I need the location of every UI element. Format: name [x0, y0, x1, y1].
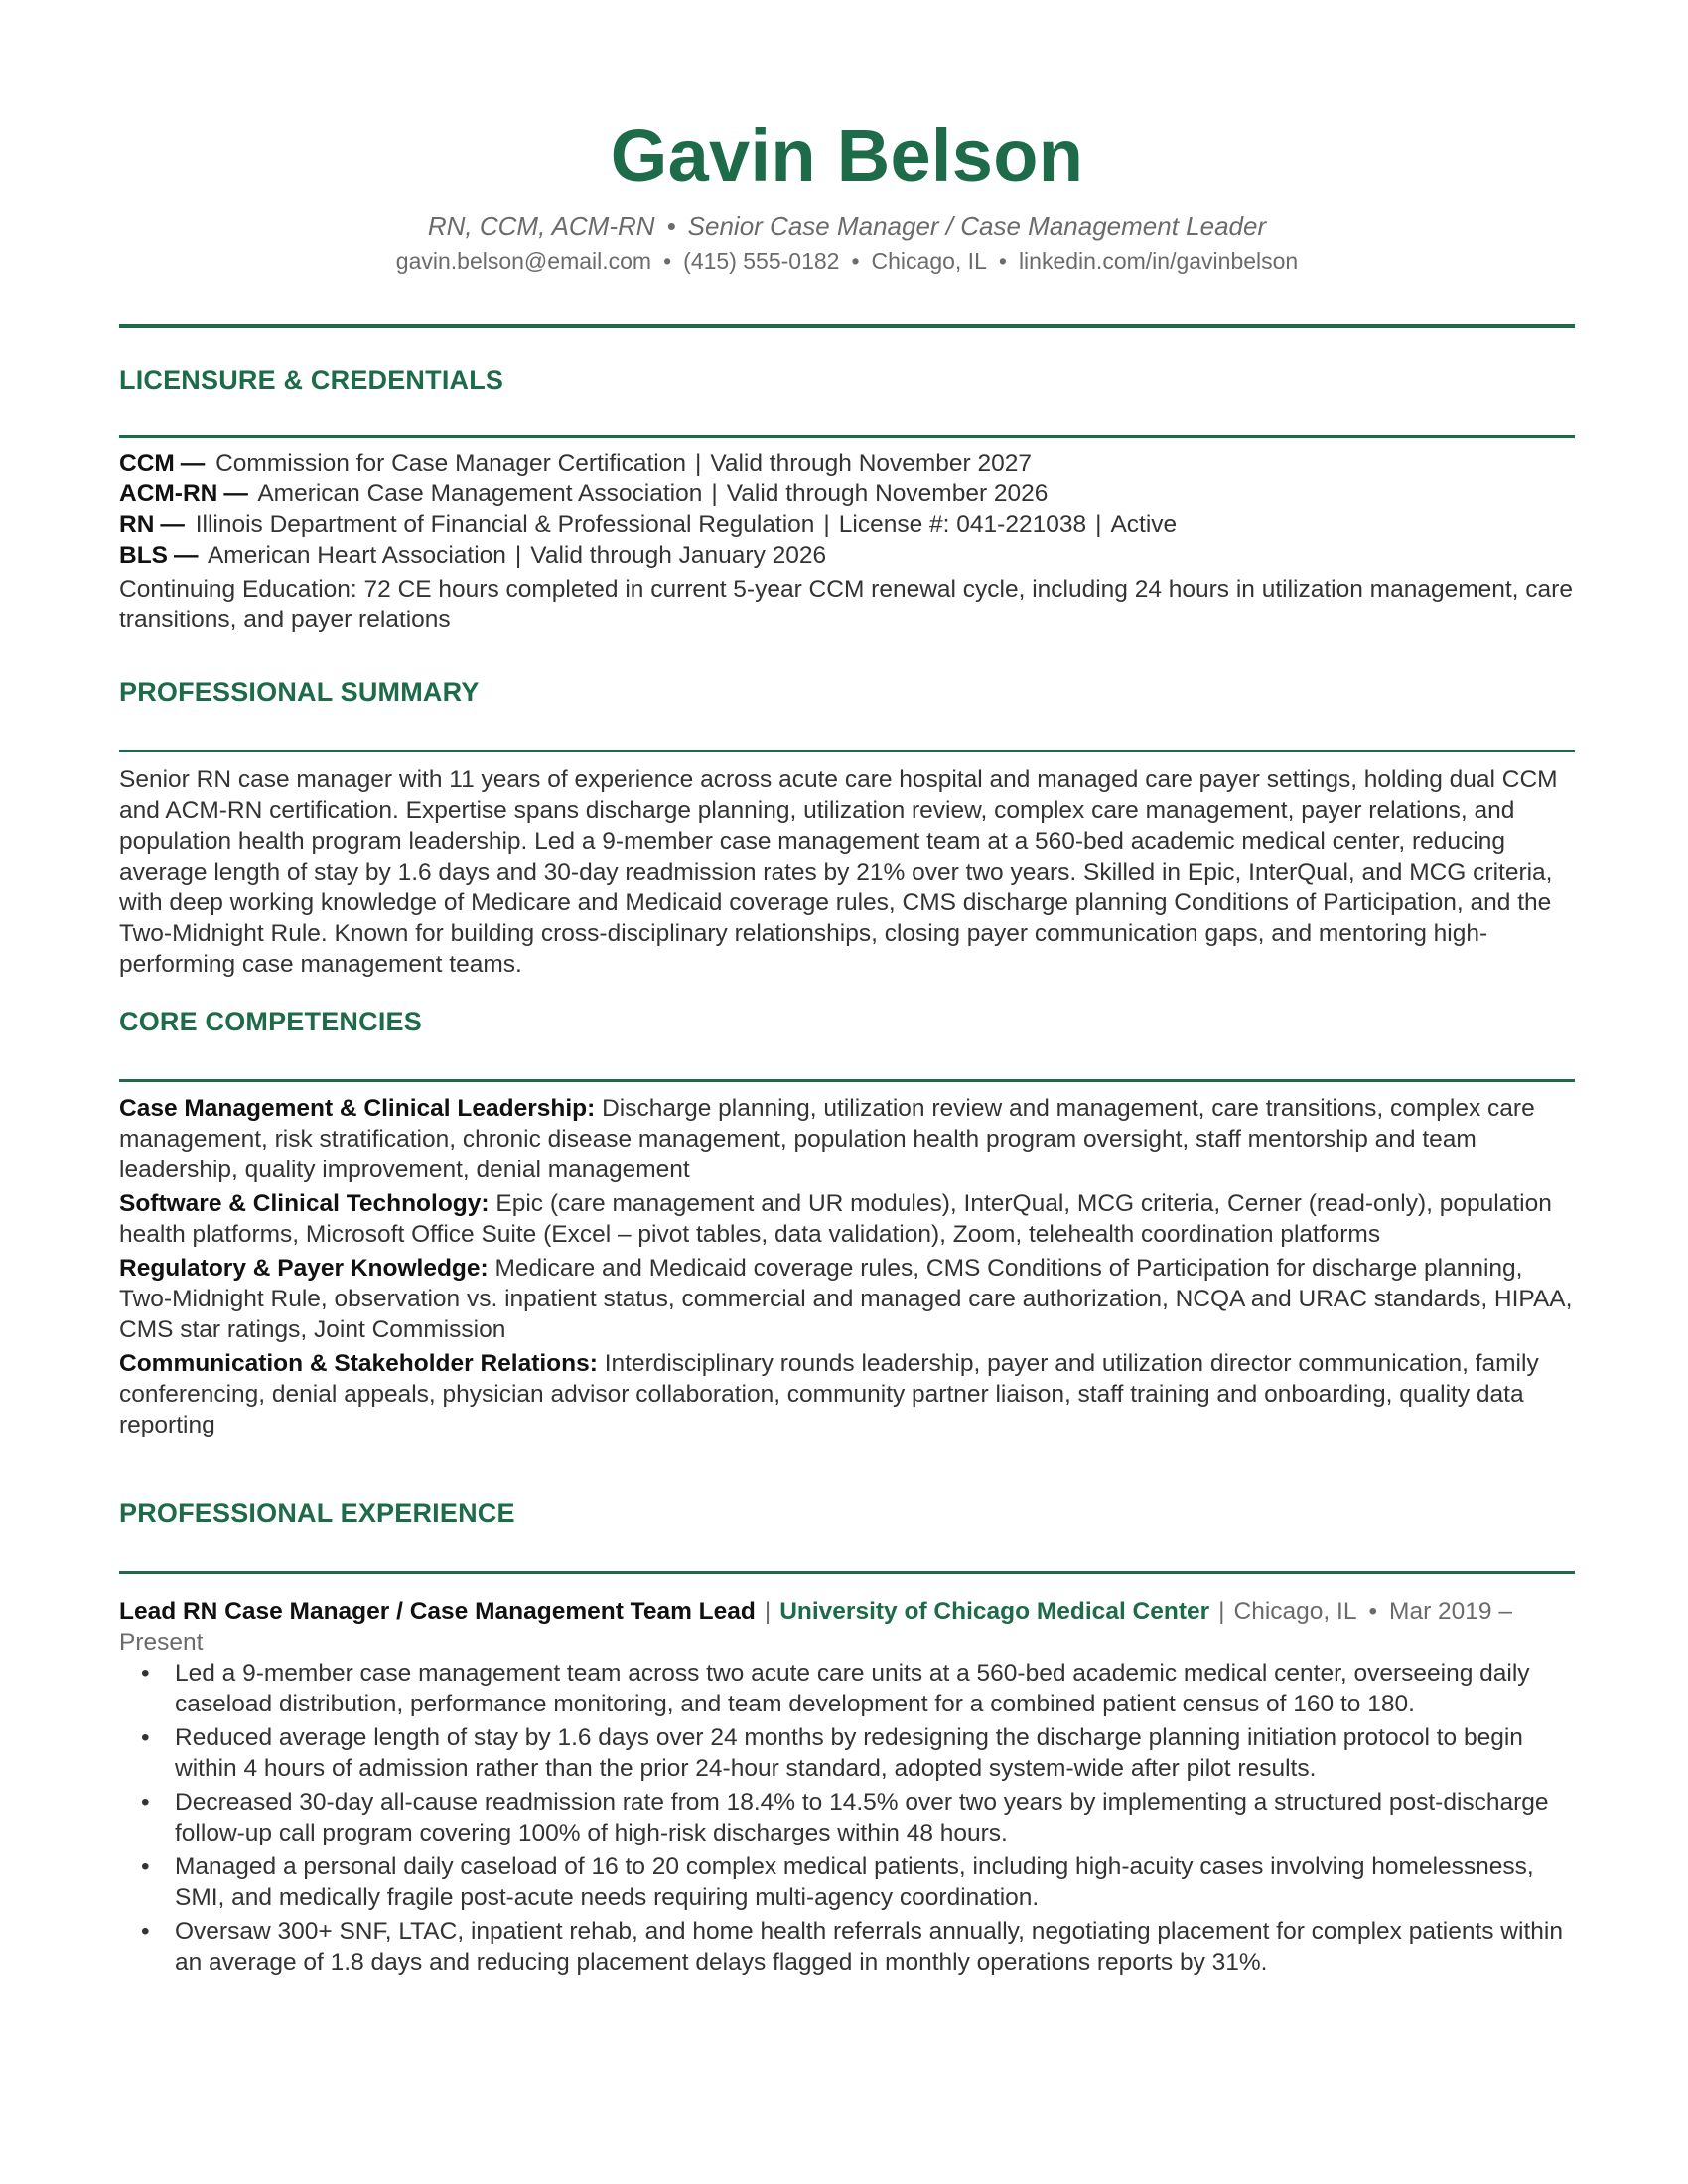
- experience-section-title: PROFESSIONAL EXPERIENCE: [119, 1498, 515, 1528]
- candidate-headline: Senior Case Manager / Case Management Leader: [687, 211, 1267, 241]
- separator-dot: •: [663, 248, 672, 274]
- competency-label: Software & Clinical Technology:: [119, 1190, 490, 1217]
- competency-item: [119, 1253, 1575, 1345]
- bullet-text: Reduced average length of stay by 1.6 days over 24 months by redesigning the discharge planning initiation protocol to begin within 4 hours of admission rather than the prior 24-hour standard, adopted system-wide after pilot results.: [175, 1724, 1523, 1782]
- pipe-separator: |: [711, 480, 718, 507]
- job-bullet: [119, 1722, 1575, 1784]
- pipe-separator: |: [1218, 1598, 1225, 1625]
- job-header: [119, 1596, 1575, 1658]
- competency-item: [119, 1093, 1575, 1185]
- contact-line: [119, 248, 1575, 276]
- separator-dot: •: [851, 248, 860, 274]
- competency-label: Regulatory & Payer Knowledge:: [119, 1255, 489, 1282]
- pipe-separator: |: [823, 511, 830, 538]
- pipe-separator: |: [764, 1598, 772, 1625]
- job-bullets: [119, 1658, 1575, 1978]
- credential-abbr: BLS: [119, 542, 168, 569]
- phone-number: (415) 555-0182: [683, 248, 840, 274]
- bullet-icon: •: [141, 1918, 150, 1945]
- credential-dash: —: [174, 542, 199, 569]
- credential-line: [119, 448, 1575, 478]
- bullet-icon: •: [141, 1660, 150, 1687]
- job-bullet: [119, 1851, 1575, 1913]
- credentials-abbrev: RN, CCM, ACM-RN: [427, 211, 655, 241]
- employer-name: University of Chicago Medical Center: [779, 1598, 1210, 1625]
- email-link[interactable]: gavin.belson@email.com: [395, 248, 652, 274]
- pipe-separator: |: [1095, 511, 1102, 538]
- bullet-text: Oversaw 300+ SNF, LTAC, inpatient rehab, and home health referrals annually, negotiating placement for complex patients within an average of 1.8 days and reducing placement delays flagged in monthly operations reports by 31%.: [175, 1918, 1563, 1976]
- credential-dash: —: [180, 450, 206, 477]
- summary-paragraph: Senior RN case manager with 11 years of experience across acute care hospital and managed care payer settings, holding dual CCM and ACM-RN certification. Expertise spans discharge planning, utilization review, complex care management, payer relations, and population health program leadership. Led a 9-member case management team at a 560-bed academic medical center, reducing average length of stay by 1.6 days and 30-day readmission rates by 21% over two years. Skilled in Epic, InterQual, and MCG criteria, with deep working knowledge of Medicare and Medicaid coverage rules, CMS discharge planning Conditions of Participation, and the Two-Midnight Rule. Known for building cross-disciplinary relationships, closing payer communication gaps, and mentoring high-performing case management teams.: [119, 766, 1558, 978]
- credential-abbr: CCM: [119, 450, 175, 477]
- bullet-text: Managed a personal daily caseload of 16 to 20 complex medical patients, including high-acuity cases involving homelessness, SMI, and medically fragile post-acute needs requiring multi-agency coordination.: [175, 1853, 1534, 1911]
- bullet-text: Led a 9-member case management team across two acute care units at a 560-bed academic medical center, overseeing daily caseload distribution, performance monitoring, and team development for a combined patient census of 160 to 180.: [175, 1660, 1530, 1717]
- header-divider: [119, 324, 1575, 328]
- credential-dash: —: [223, 480, 248, 507]
- competencies-list: [119, 1093, 1575, 1443]
- pipe-separator: |: [694, 450, 702, 477]
- section-divider: [119, 1571, 1575, 1574]
- bullet-icon: •: [141, 1789, 150, 1816]
- separator-dot: •: [666, 211, 676, 241]
- credential-org: Commission for Case Manager Certification: [215, 450, 686, 477]
- credential-org: American Case Management Association: [257, 480, 703, 507]
- credential-abbr: ACM-RN: [119, 480, 218, 507]
- credential-line: [119, 540, 1575, 571]
- competency-text: Medicare and Medicaid coverage rules, CMS Conditions of Participation for discharge planning, Two-Midnight Rule, observation vs. inpatient status, commercial and managed care authorization, NCQA and URAC standards, HIPAA, CMS star ratings, Joint Commission: [119, 1255, 1573, 1343]
- pipe-separator: |: [514, 542, 522, 569]
- section-divider: [119, 750, 1575, 752]
- credential-detail: License #: 041-221038: [838, 511, 1087, 538]
- credential-status: Active: [1110, 511, 1178, 538]
- section-divider: [119, 435, 1575, 438]
- linkedin-link[interactable]: linkedin.com/in/gavinbelson: [1018, 248, 1299, 274]
- summary-section-title: PROFESSIONAL SUMMARY: [119, 677, 480, 707]
- credential-line: [119, 509, 1575, 540]
- competency-item: [119, 1348, 1575, 1440]
- bullet-icon: •: [141, 1724, 150, 1751]
- location: Chicago, IL: [871, 248, 987, 274]
- continuing-education: Continuing Education: 72 CE hours completed in current 5-year CCM renewal cycle, including 24 hours in utilization management, care transitions, and payer relations: [119, 576, 1573, 633]
- bullet-text: Decreased 30-day all-cause readmission rate from 18.4% to 14.5% over two years by implementing a structured post-discharge follow-up call program covering 100% of high-risk discharges within 48 hours.: [175, 1789, 1549, 1846]
- candidate-tagline: [119, 211, 1575, 242]
- section-divider: [119, 1079, 1575, 1082]
- competency-label: Communication & Stakeholder Relations:: [119, 1350, 598, 1377]
- separator-dot: •: [1368, 1598, 1378, 1625]
- competency-text: Interdisciplinary rounds leadership, payer and utilization director communication, family conferencing, denial appeals, physician advisor collaboration, community partner liaison, staff training and onboarding, quality data reporting: [119, 1350, 1539, 1438]
- candidate-name: Gavin Belson: [610, 114, 1084, 197]
- job-title: Lead RN Case Manager / Case Management Team Lead: [119, 1598, 756, 1625]
- separator-dot: •: [998, 248, 1007, 274]
- licensure-section-title: LICENSURE & CREDENTIALS: [119, 365, 504, 395]
- licensure-list: [119, 448, 1575, 635]
- experience-entry: [119, 1596, 1575, 1980]
- job-bullet: [119, 1787, 1575, 1848]
- job-dates: Mar 2019 – Present: [119, 1598, 1512, 1656]
- credential-detail: Valid through January 2026: [530, 542, 827, 569]
- bullet-icon: •: [141, 1853, 150, 1880]
- credential-line: [119, 478, 1575, 509]
- credential-detail: Valid through November 2027: [710, 450, 1033, 477]
- job-bullet: [119, 1658, 1575, 1719]
- credential-detail: Valid through November 2026: [726, 480, 1049, 507]
- competency-text: Discharge planning, utilization review and management, care transitions, complex care management, risk stratification, chronic disease management, population health program oversight, staff mentorship and team leadership, quality improvement, denial management: [119, 1095, 1535, 1183]
- credential-org: Illinois Department of Financial & Professional Regulation: [195, 511, 815, 538]
- job-bullet: [119, 1916, 1575, 1978]
- competency-item: [119, 1188, 1575, 1250]
- credential-dash: —: [160, 511, 185, 538]
- competencies-section-title: CORE COMPETENCIES: [119, 1007, 422, 1036]
- competency-label: Case Management & Clinical Leadership:: [119, 1095, 596, 1122]
- competency-text: Epic (care management and UR modules), InterQual, MCG criteria, Cerner (read-only), population health platforms, Microsoft Office Suite (Excel – pivot tables, data validation), Zoom, telehealth coordination platforms: [119, 1190, 1552, 1248]
- job-location: Chicago, IL: [1233, 1598, 1357, 1625]
- credential-abbr: RN: [119, 511, 155, 538]
- credential-org: American Heart Association: [207, 542, 506, 569]
